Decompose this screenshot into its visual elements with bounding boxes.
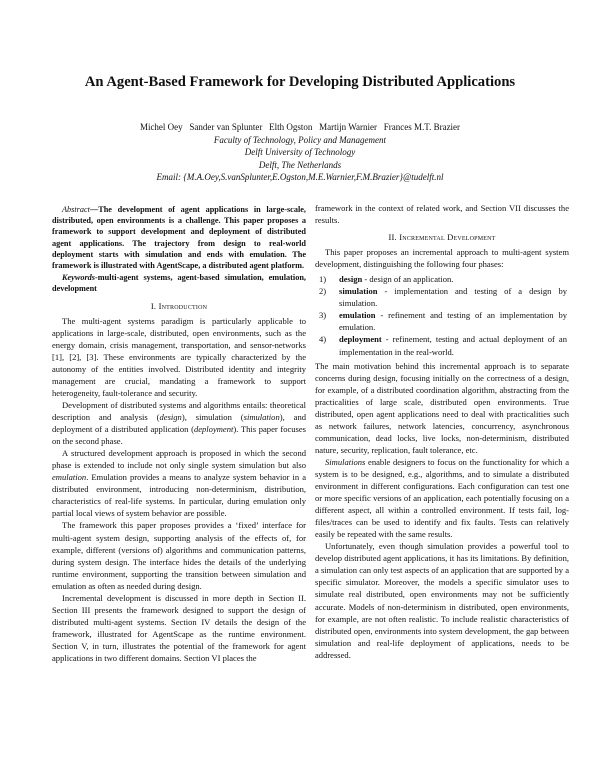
section-heading-introduction bbox=[52, 300, 306, 312]
keywords bbox=[52, 272, 306, 294]
intro-paragraph-3 bbox=[52, 447, 306, 519]
phase-list bbox=[315, 273, 569, 357]
phase-term: emulation bbox=[339, 310, 376, 321]
abstract-text: —The development of agent applications in large-scale, distributed, open environments is a challenge. This paper proposes a framework to support development and deployment of distributed agent applications. The trajectory from design to real-world deployment starts with simulation and ends with emulation. The framework is illustrated with AgentScape, a distributed agent platform. bbox=[52, 205, 306, 271]
phase-term: design bbox=[339, 274, 363, 285]
affiliation-city: Delft, The Netherlands bbox=[258, 159, 342, 170]
section-title: Introduction bbox=[158, 300, 208, 311]
affiliation-faculty: Faculty of Technology, Policy and Management bbox=[213, 134, 387, 145]
phase-number: 3) bbox=[319, 310, 327, 321]
emphasis-emulation: emulation bbox=[52, 472, 87, 483]
phase-number: 1) bbox=[319, 274, 327, 285]
paper-title: An Agent-Based Framework for Developing Distributed Applications bbox=[84, 74, 516, 90]
keywords-lead: Keywords bbox=[62, 273, 95, 283]
abstract-lead: Abstract bbox=[62, 205, 90, 214]
affiliation-university: Delft University of Technology bbox=[244, 147, 356, 157]
phase-description: - design of an application. bbox=[362, 274, 454, 285]
intro-paragraph-1: The multi-agent systems paradigm is particularly applicable to applications in large-scale, distributed, open environments, such as the energy domain, crisis management, transportation, and sensor-networks [1], [2], [3]. These environments are typically characterized by the autonomy of the entities involved. Distributed identity and integrity management are crucial, mandating a framework to support heterogeneity, fault-tolerance and security. bbox=[52, 315, 306, 398]
dev-paragraph-2: The main motivation behind this incremental approach is to separate concerns during design, focusing initially on the correctness of a design, for example, of a distributed coordination algorithm, abstracting from the practicalities of large scale, distributed open environments. True distributed, open agent applications need to deal with practicalities such as network failures, network latencies, concurrency, asynchronous communication, dead locks, live locks, non-determinism, distributed nature, security, replication, fault tolerance, etc. bbox=[315, 360, 569, 455]
dev-paragraph-1: This paper proposes an incremental approach to multi-agent system development, distinguishing the following four phases: bbox=[315, 247, 569, 270]
phase-item bbox=[315, 333, 569, 357]
emphasis-deployment: deployment bbox=[193, 424, 234, 435]
author-block bbox=[40, 121, 560, 184]
right-column bbox=[315, 202, 569, 661]
emphasis-simulation: simulation bbox=[243, 412, 280, 423]
phase-item bbox=[315, 285, 569, 309]
intro-paragraph-4: The framework this paper proposes provides a ‘fixed’ interface for multi-agent system design, supporting analysis of the effects of, for example, different (versions of) algorithms and communication patterns, during system design. The interface hides the details of the underlying runtime environment, supporting the transition between simulation and emulation as often as needed during design. bbox=[52, 520, 306, 591]
section-number: II. bbox=[388, 232, 397, 243]
phase-term: deployment bbox=[339, 334, 382, 345]
text-run: . Emulation provides a means to analyze system behavior in a distributed environment, introducing non-determinism, distribution, characteristics of real-life systems. In particular, during emulation only partial local views of system behavior are possible. bbox=[52, 472, 306, 519]
text-run: ), simulation ( bbox=[181, 412, 244, 423]
dev-paragraph-4: Unfortunately, even though simulation provides a powerful tool to develop distributed agent applications, it has its limitations. By definition, a simulation can only test aspects of an application that are supported by a specific simulator. Moreover, the models a specific simulator uses to simulate real distributed, open environments may not be sufficiently accurate. Models of non-determinism in distributed, open environments, for example, are not often realistic. To include realistic characteristics of distributed open, environments into system development, the gap between simulation and real-life deployment of applications, needs to be addressed. bbox=[315, 541, 569, 660]
left-column bbox=[52, 204, 306, 664]
intro-paragraph-2 bbox=[52, 399, 306, 447]
abstract bbox=[52, 204, 306, 271]
dev-paragraph-3 bbox=[315, 456, 569, 540]
phase-term: simulation bbox=[339, 286, 378, 297]
phase-number: 2) bbox=[319, 286, 327, 297]
phase-number: 4) bbox=[319, 334, 327, 345]
text-run: A structured development approach is proposed in which the second phase is extended to include not only single system simulation but also bbox=[52, 448, 306, 471]
author-list: Michel Oey Sander van Splunter Elth Ogston Martijn Warnier Frances M.T. Brazier bbox=[139, 122, 461, 132]
section-heading-incremental-development bbox=[315, 231, 569, 243]
phase-item bbox=[315, 309, 569, 333]
text-run: enable designers to focus on the functionality for which a system is to be designed, e.g., algorithms, and to simulate a distributed environment in different configurations. Each configuration can test one or more specific versions of an application, each potentially focusing on a different aspect, all within a controlled environment. If tests fail, log-files/traces can be used to identify and fix faults. Tests can relatively easily be repeated with the same results. bbox=[315, 456, 569, 540]
emphasis-simulations: Simulations bbox=[325, 456, 366, 467]
intro-paragraph-5: Incremental development is discussed in more depth in Section II. Section III presents the framework designed to support the design of distributed multi-agent systems. Section IV details the design of the framework, illustrated for AgentScape as the runtime environment. Section V, in turn, illustrates the potential of the framework for agent applications in two different domains. Section VI places the bbox=[52, 592, 306, 663]
author-email: Email: {M.A.Oey,S.vanSplunter,E.Ogston,M.E.Warnier,F.M.Brazier}@tudelft.nl bbox=[156, 172, 444, 182]
phase-description: - implementation and testing of a design by simulation. bbox=[339, 286, 567, 309]
emphasis-design: design bbox=[159, 412, 182, 423]
text-run: ). This paper focuses on the second phase. bbox=[52, 424, 307, 447]
section-title: Incremental Development bbox=[399, 232, 496, 243]
intro-paragraph-5-continued: framework in the context of related work, and Section VII discusses the results. bbox=[315, 203, 569, 226]
text-run: Development of distributed systems and algorithms entails: theoretical description and analysis ( bbox=[52, 400, 306, 423]
phase-description: - refinement, testing and actual deployment of an implementation in the real-world. bbox=[339, 334, 567, 357]
phase-item bbox=[315, 273, 569, 285]
phase-description: - refinement and testing of an implementation by emulation. bbox=[339, 310, 567, 333]
section-number: I. bbox=[150, 300, 157, 311]
keywords-text: -multi-agent systems, agent-based simulation, emulation, development bbox=[52, 273, 306, 294]
text-run: ), and deployment of a distributed application ( bbox=[52, 412, 306, 435]
